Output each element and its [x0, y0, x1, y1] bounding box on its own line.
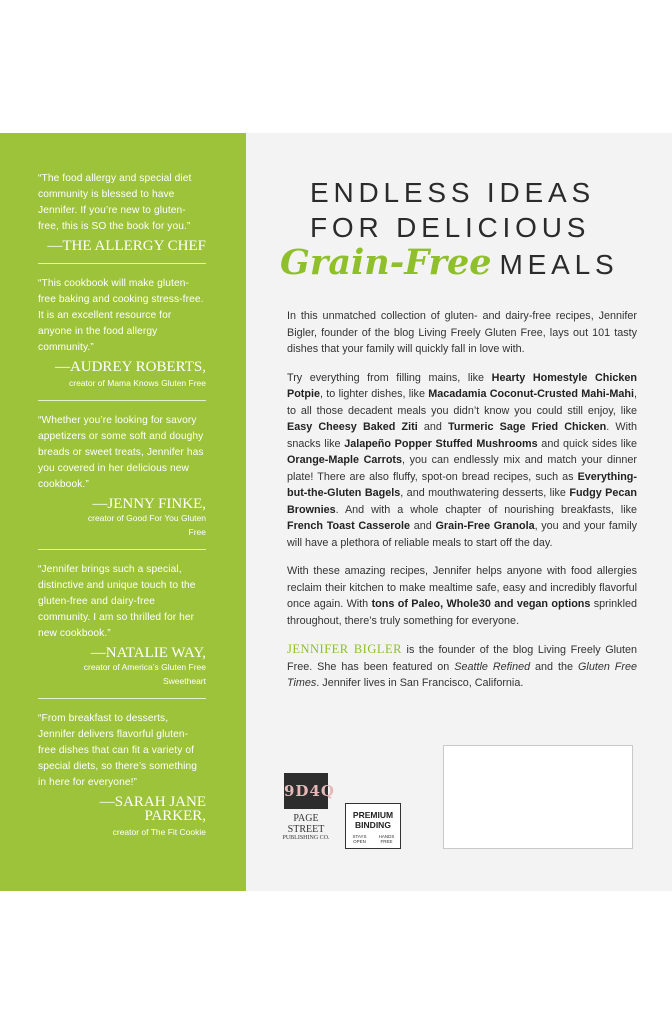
testimonial-author: —SARAH JANE PARKER,	[99, 794, 206, 824]
publisher-subtitle: PUBLISHING CO.	[282, 835, 330, 841]
testimonial-quote: “The food allergy and special diet community is blessed to have Jennifer. If you’re new to gluten-free, this is SO the book for you.”	[38, 173, 192, 232]
back-cover	[0, 133, 672, 891]
headline-line-1: ENDLESS IDEAS	[310, 177, 595, 208]
text: and	[410, 520, 436, 532]
text: sprinkled throughout, there’s truly something for everyone.	[287, 598, 637, 627]
recipe-name: Turmeric Sage Fried Chicken	[448, 421, 607, 433]
testimonial-author-role: creator of Mama Knows Gluten Free	[68, 378, 206, 388]
description-paragraph-1: In this unmatched collection of gluten- and dairy-free recipes, Jennifer Bigler, founder of the blog Living Freely Gluten Free, lays out 101 tasty dishes that your family will quickly fall in love with.	[287, 310, 637, 355]
testimonial-author-role-inline: creator of Good For You Gluten Free	[87, 513, 206, 537]
testimonial-quote: “Jennifer brings such a special, distinctive and unique touch to the gluten-free and dairy-free community. I am so thrilled for her new cookbook.”	[38, 564, 196, 639]
testimonial-attribution	[38, 646, 206, 688]
recipe-name: French Toast Casserole	[287, 520, 411, 532]
binding-feature-left: STAYS OPEN	[352, 834, 367, 844]
binding-feature-right: HANDS FREE	[378, 834, 395, 844]
divider	[38, 698, 206, 699]
divider	[38, 400, 206, 401]
headline-line-3	[280, 242, 640, 283]
headline-line-2: FOR DELICIOUS	[310, 212, 591, 243]
testimonial-attribution	[38, 360, 206, 390]
text: , and mouthwatering desserts, like	[400, 487, 570, 499]
text: , to all those decadent meals you didn’t know you could still enjoy, like	[287, 388, 637, 417]
text: With these amazing recipes, Jennifer helps anyone with food allergies reclaim their kitchen to make mealtime safe, easy and incredibly flavorful once again. With	[287, 565, 637, 610]
text: , you can endlessly mix and match your dinner plate! There are also fluffy, spot-on bread recipes, such as	[287, 454, 637, 483]
author-name: JENNIFER BIGLER	[287, 642, 402, 656]
text: . And with a whole chapter of nourishing breakfasts, like	[335, 503, 637, 516]
headline-line-3-end: MEALS	[499, 249, 619, 280]
text: , you and your family will have a plethora of reliable meals to start off the day.	[287, 520, 638, 549]
recipe-name: Fudgy Pecan Brownies	[287, 487, 637, 516]
premium-binding-badge	[345, 803, 401, 849]
testimonial-quote: “Whether you’re looking for savory appetizers or some soft and doughy breads or sweet treats, Jennifer has you covered in her delicious new cookbook.”	[38, 415, 204, 490]
text: and the	[530, 660, 579, 673]
binding-title: PREMIUM BINDING	[352, 810, 394, 830]
publisher-mark: 9D4Q	[284, 773, 328, 809]
barcode-area	[443, 745, 633, 849]
testimonial	[38, 171, 206, 253]
testimonial-attribution	[38, 239, 206, 253]
author-bio	[287, 641, 637, 692]
text: Try everything from filling mains, like	[287, 371, 492, 384]
text: , to lighter dishes, like	[320, 388, 429, 400]
testimonial-author: —AUDREY ROBERTS,	[54, 359, 206, 375]
divider	[38, 263, 206, 264]
recipe-name: Macadamia Coconut-Crusted Mahi-Mahi	[428, 388, 634, 400]
text: and quick sides like	[537, 437, 637, 450]
description	[287, 308, 637, 704]
testimonial-author: —NATALIE WAY,	[90, 645, 206, 661]
text: . Jennifer lives in San Francisco, California.	[316, 677, 524, 689]
publication-name: Seattle Refined	[454, 660, 531, 673]
recipe-name: Jalapeño Popper Stuffed Mushrooms	[344, 437, 538, 450]
highlight: tons of Paleo, Whole30 and vegan options	[371, 598, 591, 610]
testimonial	[38, 413, 206, 539]
recipe-name: Everything-but-the-Gluten Bagels	[287, 470, 637, 499]
headline	[280, 175, 640, 283]
testimonial	[38, 562, 206, 688]
divider	[38, 549, 206, 550]
description-paragraph-3	[287, 563, 637, 629]
headline-script-word: Grain-Free	[280, 242, 492, 283]
testimonial	[38, 276, 206, 390]
recipe-name: Grain-Free Granola	[435, 520, 535, 532]
binding-features	[346, 834, 400, 844]
recipe-name: Orange-Maple Carrots	[287, 454, 403, 466]
recipe-name: Easy Cheesy Baked Ziti	[287, 421, 418, 433]
testimonial-author: —JENNY FINKE,	[92, 496, 206, 512]
description-paragraph-2	[287, 370, 637, 552]
text: is the founder of the blog Living Freely Gluten Free. She has been featured on	[287, 644, 637, 673]
text: . With snacks like	[287, 421, 637, 450]
testimonial-sidebar	[0, 133, 246, 891]
publisher-logo	[278, 773, 334, 851]
testimonial-attribution	[38, 497, 206, 539]
publisher-name: PAGE STREET	[287, 813, 325, 835]
testimonial-author-role-inline: creator of America’s Gluten Free Sweetheart	[83, 662, 206, 686]
testimonial-quote: “This cookbook will make gluten-free baking and cooking stress-free. It is an excellent resource for anyone in the food allergy community.”	[38, 278, 204, 353]
text: and	[417, 421, 449, 433]
recipe-name: Hearty Homestyle Chicken Potpie	[287, 371, 638, 400]
testimonial	[38, 711, 206, 839]
testimonial-author: —THE ALLERGY CHEF	[47, 238, 206, 254]
testimonial-attribution	[38, 795, 206, 839]
testimonial-quote: “From breakfast to desserts, Jennifer delivers flavorful gluten-free dishes that can fit a variety of special diets, so there’s something in here for everyone!”	[38, 713, 198, 788]
testimonial-author-role: creator of The Fit Cookie	[112, 827, 206, 837]
publication-name: Gluten Free Times	[287, 660, 637, 689]
